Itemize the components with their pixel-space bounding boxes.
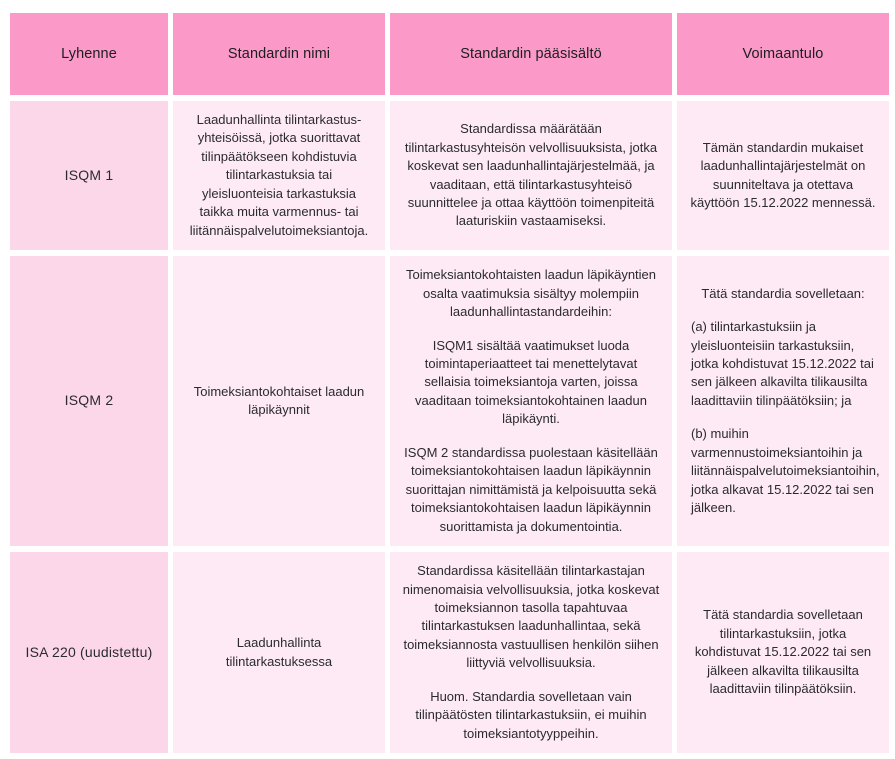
cell-abbreviation: ISQM 2 <box>10 256 168 546</box>
table-header <box>10 13 889 95</box>
paragraph-item-b: (b) muihin varmennustoimeksiantoihin ja liitännäispalvelutoimeksiantoihin, jotka alkavat 15.12.2022 tai sen jälkeen. <box>691 426 880 516</box>
column-header-voimaantulo: Voimaantulo <box>677 13 889 95</box>
standards-table <box>5 7 894 759</box>
paragraph: ISQM1 sisältää vaatimukset luoda toimintaperiaatteet tai menettelytavat sellaisia toimeksiantoja varten, joissa vaaditaan toimeksiantokohtainen laadun läpikäynti. <box>414 337 647 427</box>
paragraph: Tätä standardia sovelletaan: <box>701 285 865 301</box>
cell-effective-date <box>677 552 889 753</box>
table-row <box>10 552 889 753</box>
paragraph: Tätä standardia sovelletaan tilintarkastuksiin, jotka kohdistuvat 15.12.2022 tai sen jälkeen alkavilta tilikausilta laadittaviin tilinpäätöksiin. <box>694 607 872 697</box>
header-row <box>10 13 889 95</box>
column-header-standardin-paasisalto: Standardin pääsisältö <box>390 13 672 95</box>
column-header-lyhenne: Lyhenne <box>10 13 168 95</box>
paragraph-item-a: (a) tilintarkastuksiin ja yleisluonteisiin tarkastuksiin, jotka kohdistuvat 15.12.2022 tai sen jälkeen alkavilta tilikausilta laadittaviin tilinpäätöksiin; ja <box>691 319 874 408</box>
table-row <box>10 256 889 546</box>
table-body <box>10 101 889 753</box>
cell-standard-name: Laadunhallinta tilintarkastuksessa <box>173 552 385 753</box>
cell-standard-name: Laadunhallinta tilintarkastus-yhteisöissä, jotka suorittavat tilinpäätökseen kohdistuvia tilintarkastuksia tai yleisluonteisia tarkastuksia taikka muita varmennus- tai liitännäispalvelutoimeksiantoja. <box>173 101 385 250</box>
column-header-standardin-nimi: Standardin nimi <box>173 13 385 95</box>
paragraph: ISQM 2 standardissa puolestaan käsitellään toimeksiantokohtaisen laadun läpikäynnin suorittajan nimittämistä ja kelpoisuutta sekä toimeksiantokohtaisen laadun läpikäynnin suorittamista ja dokumentointia. <box>404 444 658 534</box>
cell-effective-date <box>677 101 889 250</box>
cell-standard-content <box>390 552 672 753</box>
cell-standard-content <box>390 256 672 546</box>
paragraph: Standardissa määrätään tilintarkastusyhteisön velvollisuuksista, jotka koskevat sen laadunhallintajärjestelmää, ja vaaditaan, että tilintarkastusyhteisö suunnittelee ja ottaa käyttöön toimenpiteitä laaturiskiin vastaamiseksi. <box>404 121 658 229</box>
paragraph: Toimeksiantokohtaisten laadun läpikäyntien osalta vaatimuksia sisältyy molempiin laadunhallintastandardeihin: <box>405 267 657 320</box>
paragraph: Standardissa käsitellään tilintarkastajan nimenomaisia velvollisuuksia, jotka koskevat toimeksiannon tasolla tapahtuvaa tilintarkastuksen laadunhallintaa, sekä toimeksiannosta vastuullisen henkilön siihen liittyviä velvollisuuksia. <box>402 563 660 671</box>
cell-standard-content <box>390 101 672 250</box>
cell-effective-date <box>677 256 889 546</box>
paragraph-note: Huom. Standardia sovelletaan vain tilinpäätösten tilintarkastuksiin, ei muihin toimeksiantotyyppeihin. <box>415 688 647 741</box>
cell-abbreviation: ISA 220 (uudistettu) <box>10 552 168 753</box>
paragraph: Tämän standardin mukaiset laadunhallintajärjestelmät on suunniteltava ja otettava käyttöön 15.12.2022 mennessä. <box>690 139 876 211</box>
table-row <box>10 101 889 250</box>
cell-abbreviation: ISQM 1 <box>10 101 168 250</box>
cell-standard-name: Toimeksiantokohtaiset laadun läpikäynnit <box>173 256 385 546</box>
